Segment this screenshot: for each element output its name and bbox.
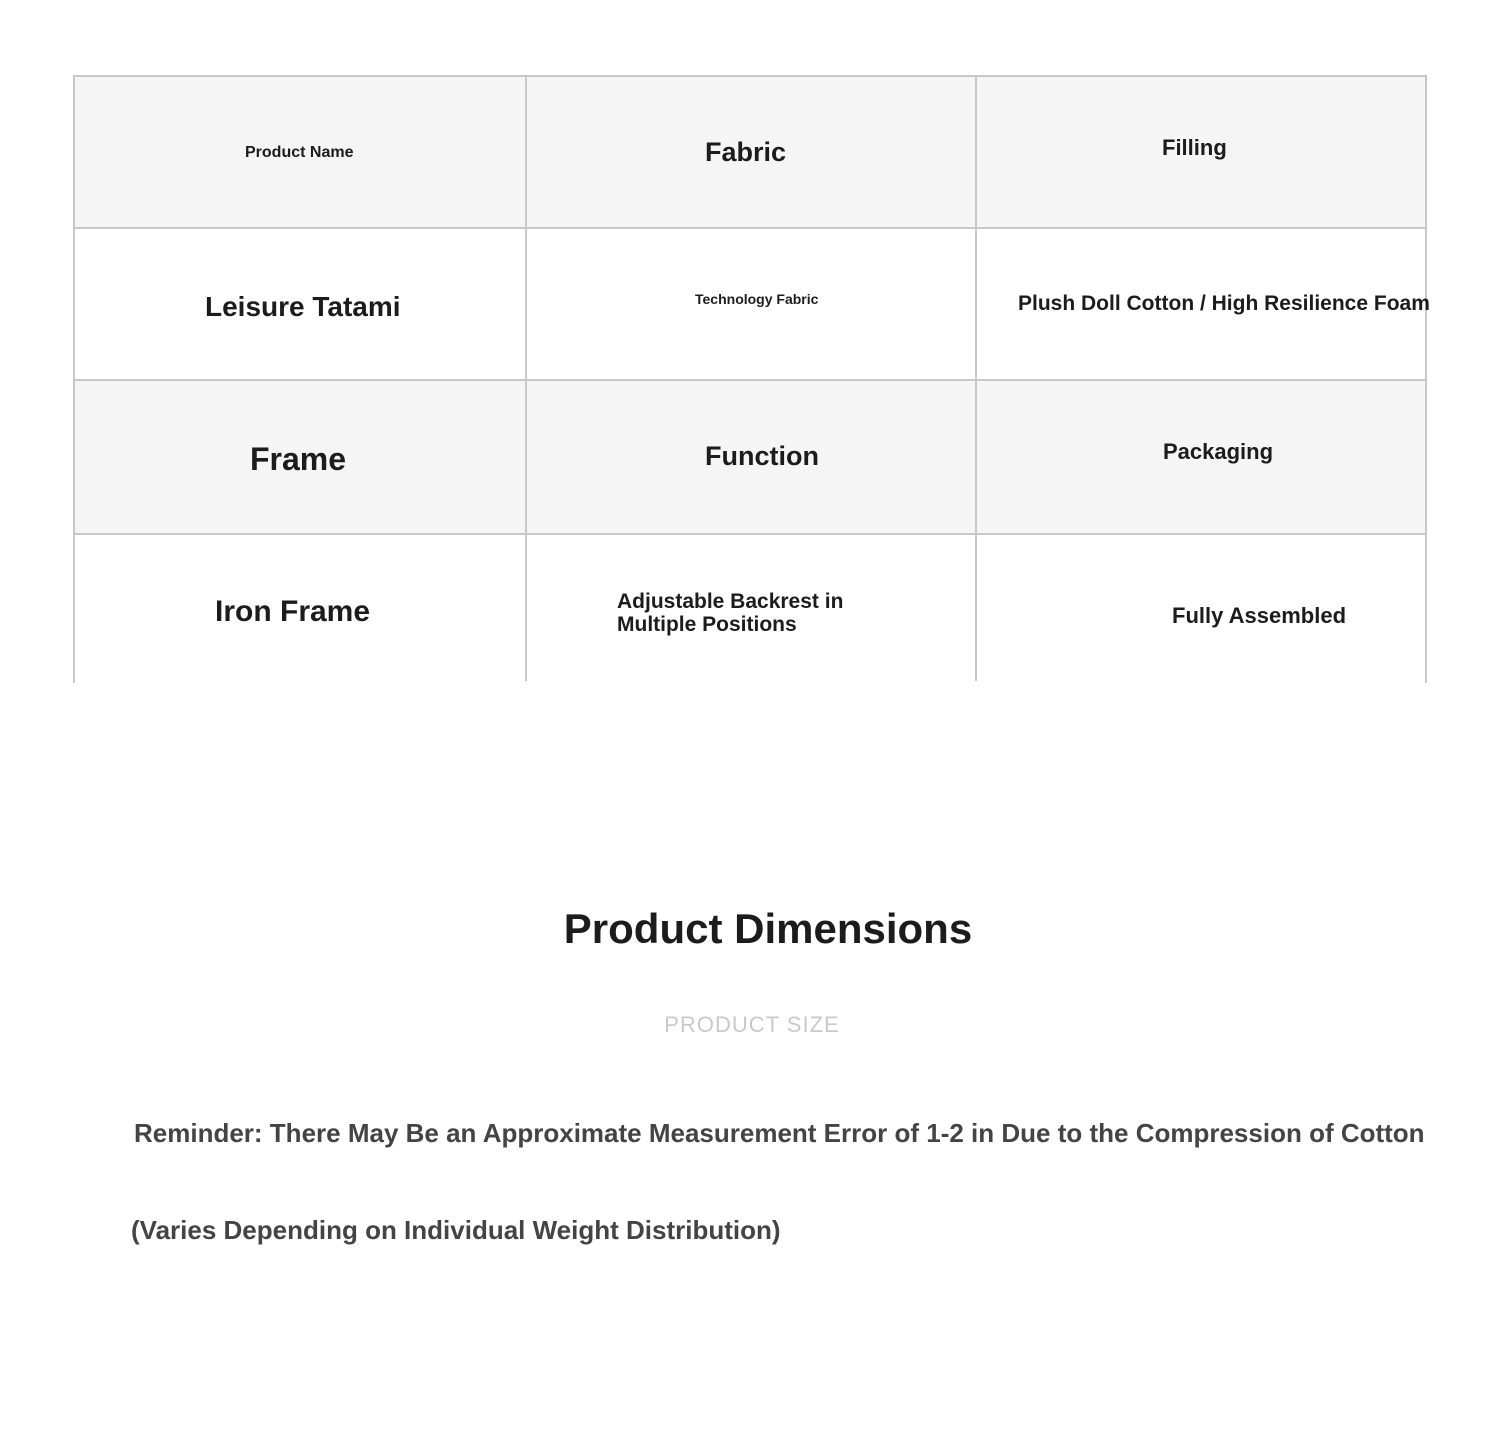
column-divider <box>975 77 977 681</box>
cell-frame-value: Iron Frame <box>215 595 371 628</box>
section-title: Product Dimensions <box>563 905 973 952</box>
table-row <box>75 77 1425 229</box>
cell-fabric-value: Technology Fabric <box>695 291 819 307</box>
weight-note: (Varies Depending on Individual Weight Distribution) <box>131 1215 781 1245</box>
cell-filling-label: Filling <box>1162 135 1227 160</box>
spec-table <box>73 75 1430 683</box>
cell-packaging-value: Fully Assembled <box>1172 603 1347 628</box>
cell-packaging-label: Packaging <box>1163 439 1274 464</box>
cell-function-value-line2: Multiple Positions <box>617 613 797 636</box>
table-row <box>75 381 1425 535</box>
cell-filling-value: Plush Doll Cotton / High Resilience Foam <box>1018 292 1430 315</box>
column-divider <box>525 77 527 681</box>
section-subtitle: PRODUCT SIZE <box>664 1012 840 1037</box>
cell-frame-label: Frame <box>250 441 347 477</box>
cell-function-label: Function <box>705 441 819 471</box>
table-row <box>75 535 1425 683</box>
cell-product-name-label: Product Name <box>245 144 354 161</box>
table-row <box>75 229 1430 381</box>
cell-fabric-label: Fabric <box>705 137 787 167</box>
cell-function-value-line1: Adjustable Backrest in <box>617 590 844 613</box>
measurement-reminder: Reminder: There May Be an Approximate Measurement Error of 1-2 in Due to the Compression of Cotton <box>134 1118 1425 1148</box>
cell-product-name-value: Leisure Tatami <box>205 291 401 322</box>
